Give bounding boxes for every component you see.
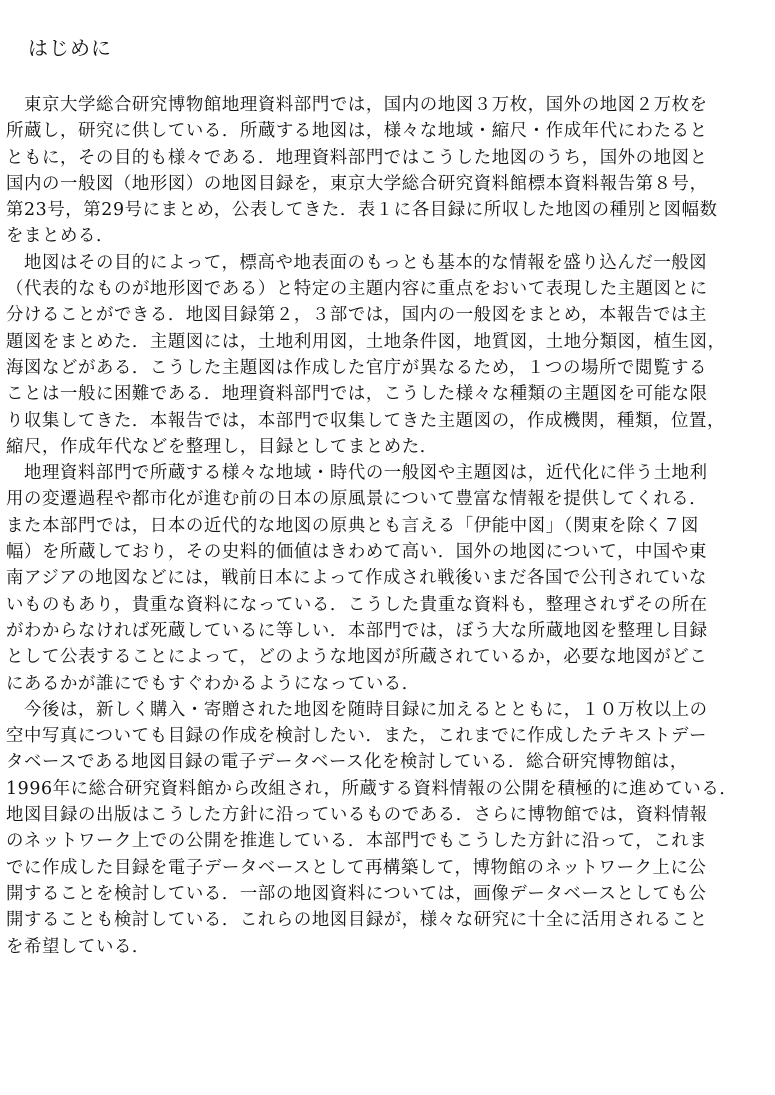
text-line: り収集してきた．本報告では，本部門で収集してきた主題図の，作成機関，種類，位置， <box>6 410 725 431</box>
text-line: 用の変遷過程や都市化が進む前の日本の原風景について豊富な情報を提供してくれる． <box>6 489 708 510</box>
text-line: のネットワーク上での公開を推進している．本部門でもこうした方針に沿って，これま <box>6 831 708 852</box>
text-line: をまとめる． <box>6 226 114 247</box>
text-line: でに作成した目録を電子データベースとして再構築して，博物館のネットワーク上に公 <box>6 857 707 878</box>
text-line: 南アジアの地図などには，戦前日本によって作成され戦後いまだ各国で公刊されていな <box>6 568 707 589</box>
text-line: 東京大学総合研究博物館地理資料部門では，国内の地図３万枚，国外の地図２万枚を <box>6 95 708 115</box>
text-line: がわからなければ死蔵しているに等しい．本部門では，ぼう大な所蔵地図を整理し目録 <box>6 620 708 641</box>
text-line: にあるかが誰にでもすぐわかるようになっている． <box>6 673 420 694</box>
text-line: 海図などがある．こうした主題図は作成した官庁が異なるため，１つの場所で閲覧する <box>6 357 707 378</box>
text-line: 地理資料部門で所蔵する様々な地域・時代の一般図や主題図は，近代化に伴う土地利 <box>6 463 708 484</box>
paragraph-1 <box>6 92 772 250</box>
text-line: 地図はその目的によって，標高や地表面のもっとも基本的な情報を盛り込んだ一般図 <box>6 252 708 273</box>
text-line: ことは一般に困難である．地理資料部門では，こうした様々な種類の主題図を可能な限 <box>6 384 708 405</box>
text-line: 開することを検討している．一部の地図資料については，画像データベースとしても公 <box>6 883 707 904</box>
text-line: 所蔵し，研究に供している．所蔵する地図は，様々な地域・縮尺・作成年代にわたると <box>6 121 708 142</box>
paragraph-2 <box>6 250 772 460</box>
text-line: を希望している． <box>6 936 150 957</box>
text-line: 今後は，新しく購入・寄贈された地図を随時目録に加えるとともに，１０万枚以上の <box>6 699 708 720</box>
text-line: 題図をまとめた．主題図には，土地利用図，土地条件図，地質図，土地分類図，植生図， <box>6 331 726 352</box>
text-line: また本部門では，日本の近代的な地図の原典とも言える「伊能中図」（関東を除く７図 <box>6 515 699 536</box>
text-line: いものもあり，貴重な資料になっている．こうした貴重な資料も，整理されずその所在 <box>6 594 708 615</box>
paragraph-3 <box>6 460 772 697</box>
text-line: 地図目録の出版はこうした方針に沿っているものである．さらに博物館では，資料情報 <box>6 805 708 826</box>
text-line: ともに，その目的も様々である．地理資料部門ではこうした地図のうち，国外の地図と <box>6 147 708 168</box>
text-line: タベースである地図目録の電子データベース化を検討している．総合研究博物館は， <box>6 752 688 773</box>
text-line: 開することも検討している．これらの地図目録が，様々な研究に十全に活用されること <box>6 910 708 931</box>
paragraph-4 <box>6 697 772 960</box>
text-line: 国内の一般図（地形図）の地図目録を，東京大学総合研究資料館標本資料報告第８号， <box>6 173 708 194</box>
text-line: （代表的なものが地形図である）と特定の主題内容に重点をおいて表現した主題図とに <box>6 279 708 300</box>
text-line: 第23号，第29号にまとめ，公表してきた．表１に各目録に所収した地図の種別と図幅数 <box>6 200 718 221</box>
text-line: 1996年に総合研究資料館から改組され，所蔵する資料情報の公開を積極的に進めている． <box>6 778 738 799</box>
page-title: はじめに <box>28 36 112 60</box>
body-text <box>6 92 772 960</box>
text-line: 幅）を所蔵しており，その史料的価値はきわめて高い．国外の地図について，中国や東 <box>6 542 707 563</box>
text-line: 縮尺，作成年代などを整理し，目録としてまとめた． <box>6 436 438 457</box>
text-line: 分けることができる．地図目録第２，３部では，国内の一般図をまとめ，本報告では主 <box>6 305 707 326</box>
text-line: 空中写真についても目録の作成を検討したい．また，これまでに作成したテキストデー <box>6 726 707 747</box>
text-line: として公表することによって，どのような地図が所蔵されているか，必要な地図がどこ <box>6 647 708 668</box>
